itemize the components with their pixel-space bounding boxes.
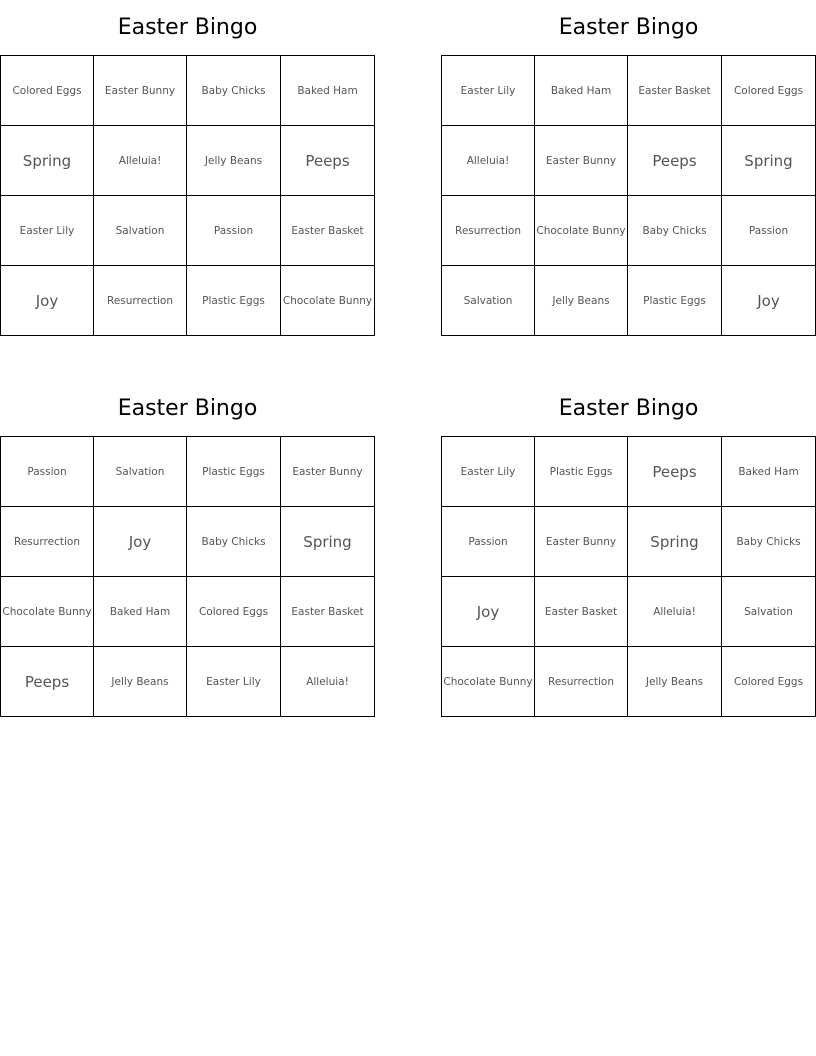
bingo-cell: Easter Bunny xyxy=(535,507,628,577)
bingo-cell: Passion xyxy=(1,437,94,507)
bingo-cell: Peeps xyxy=(281,126,375,196)
bingo-cell: Easter Lily xyxy=(442,56,535,126)
bingo-cell: Jelly Beans xyxy=(535,266,628,336)
bingo-cell: Easter Bunny xyxy=(535,126,628,196)
bingo-cell: Chocolate Bunny xyxy=(535,196,628,266)
bingo-cell: Joy xyxy=(722,266,816,336)
bingo-grid xyxy=(441,55,816,336)
bingo-cell: Joy xyxy=(94,507,187,577)
card-title: Easter Bingo xyxy=(558,396,699,421)
bingo-cell: Resurrection xyxy=(442,196,535,266)
bingo-grid xyxy=(0,436,375,717)
bingo-cell: Alleluia! xyxy=(628,577,722,647)
bingo-cell: Peeps xyxy=(628,126,722,196)
bingo-cell: Baby Chicks xyxy=(187,507,281,577)
bingo-cell: Passion xyxy=(722,196,816,266)
bingo-cell: Baked Ham xyxy=(281,56,375,126)
bingo-cell: Chocolate Bunny xyxy=(442,647,535,717)
bingo-cell: Salvation xyxy=(722,577,816,647)
bingo-cell: Colored Eggs xyxy=(1,56,94,126)
bingo-cell: Plastic Eggs xyxy=(187,437,281,507)
bingo-cell: Plastic Eggs xyxy=(535,437,628,507)
bingo-cell: Easter Bunny xyxy=(94,56,187,126)
bingo-cell: Colored Eggs xyxy=(722,647,816,717)
bingo-cell: Joy xyxy=(442,577,535,647)
card-title: Easter Bingo xyxy=(117,15,258,40)
bingo-cell: Chocolate Bunny xyxy=(281,266,375,336)
bingo-cell: Passion xyxy=(442,507,535,577)
bingo-cell: Plastic Eggs xyxy=(628,266,722,336)
bingo-cell: Spring xyxy=(628,507,722,577)
bingo-cell: Baked Ham xyxy=(535,56,628,126)
bingo-cell: Resurrection xyxy=(535,647,628,717)
bingo-cell: Colored Eggs xyxy=(187,577,281,647)
bingo-cell: Plastic Eggs xyxy=(187,266,281,336)
bingo-cell: Jelly Beans xyxy=(94,647,187,717)
bingo-cell: Resurrection xyxy=(94,266,187,336)
card-title: Easter Bingo xyxy=(117,396,258,421)
card-title: Easter Bingo xyxy=(558,15,699,40)
bingo-cell: Easter Basket xyxy=(281,577,375,647)
bingo-cell: Easter Lily xyxy=(442,437,535,507)
bingo-cell: Peeps xyxy=(628,437,722,507)
bingo-cell: Alleluia! xyxy=(281,647,375,717)
bingo-cell: Easter Basket xyxy=(281,196,375,266)
bingo-cell: Jelly Beans xyxy=(187,126,281,196)
bingo-cell: Salvation xyxy=(442,266,535,336)
bingo-cell: Salvation xyxy=(94,196,187,266)
bingo-cell: Baby Chicks xyxy=(187,56,281,126)
bingo-cell: Easter Basket xyxy=(535,577,628,647)
bingo-cell: Colored Eggs xyxy=(722,56,816,126)
bingo-cell: Easter Lily xyxy=(1,196,94,266)
bingo-cell: Easter Lily xyxy=(187,647,281,717)
bingo-cell: Baked Ham xyxy=(722,437,816,507)
bingo-cell: Easter Basket xyxy=(628,56,722,126)
bingo-cell: Baked Ham xyxy=(94,577,187,647)
bingo-cell: Easter Bunny xyxy=(281,437,375,507)
bingo-cell: Passion xyxy=(187,196,281,266)
bingo-cell: Spring xyxy=(722,126,816,196)
bingo-cell: Baby Chicks xyxy=(628,196,722,266)
bingo-cell: Joy xyxy=(1,266,94,336)
bingo-grid xyxy=(0,55,375,336)
bingo-cell: Baby Chicks xyxy=(722,507,816,577)
bingo-cell: Alleluia! xyxy=(442,126,535,196)
bingo-cell: Chocolate Bunny xyxy=(1,577,94,647)
bingo-cell: Peeps xyxy=(1,647,94,717)
bingo-cell: Alleluia! xyxy=(94,126,187,196)
bingo-grid xyxy=(441,436,816,717)
bingo-cell: Spring xyxy=(281,507,375,577)
bingo-cell: Jelly Beans xyxy=(628,647,722,717)
bingo-cell: Resurrection xyxy=(1,507,94,577)
bingo-cell: Salvation xyxy=(94,437,187,507)
bingo-cell: Spring xyxy=(1,126,94,196)
